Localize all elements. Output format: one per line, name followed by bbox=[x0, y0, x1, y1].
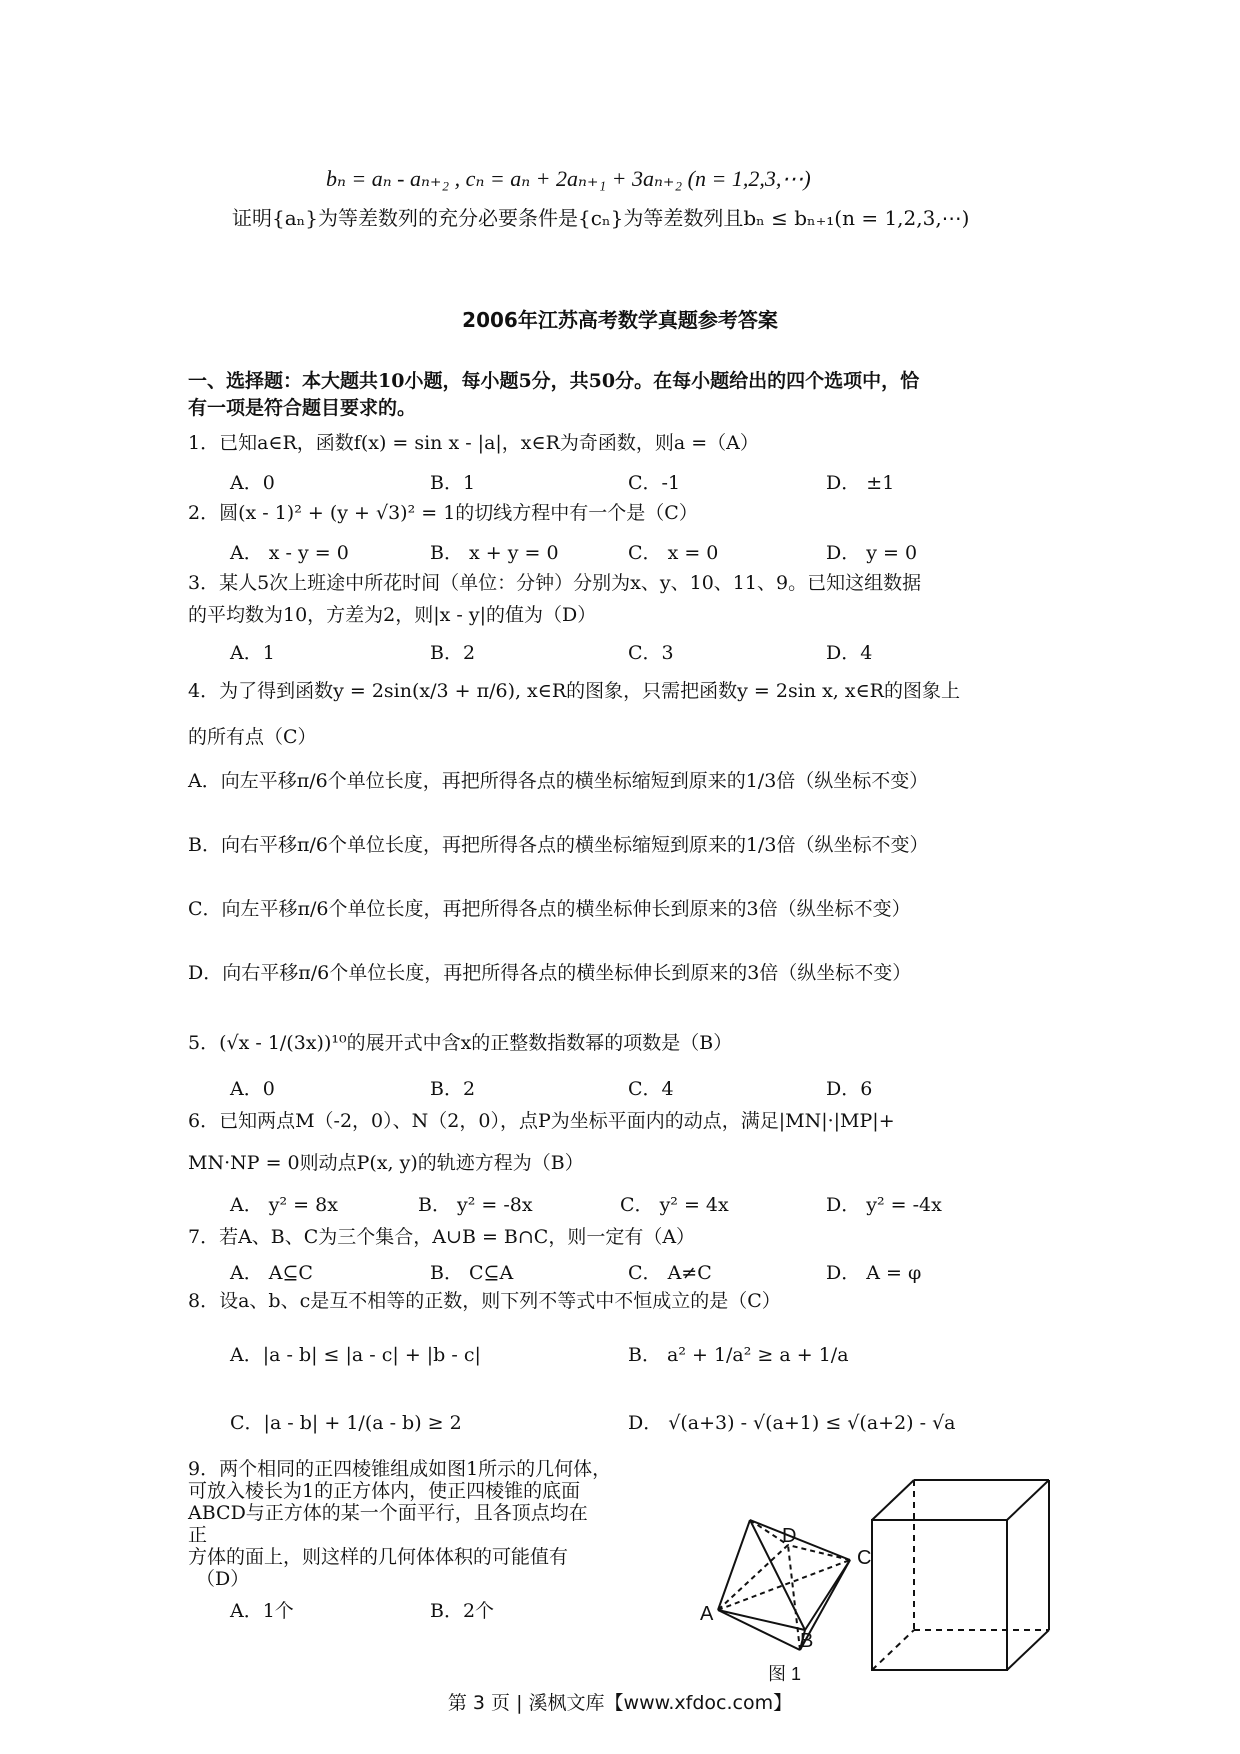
q7-option-d: D． A = φ bbox=[826, 1262, 922, 1284]
cube-diagram bbox=[872, 1480, 1049, 1670]
question-3-line2: 的平均数为10，方差为2，则|x - y|的值为（D） bbox=[188, 604, 597, 626]
q9-option-b: B．2个 bbox=[430, 1600, 495, 1622]
question-9-line4: 正 bbox=[188, 1524, 208, 1546]
question-2: 2．圆(x - 1)² + (y + √3)² = 1的切线方程中有一个是（C） bbox=[188, 502, 698, 524]
q5-option-c: C．4 bbox=[628, 1078, 674, 1100]
q8-option-a: A．|a - b| ≤ |a - c| + |b - c| bbox=[230, 1344, 481, 1366]
q3-option-c: C．3 bbox=[628, 642, 674, 664]
question-9-line5: 方体的面上，则这样的几何体体积的可能值有 bbox=[188, 1546, 569, 1568]
q6-option-b: B． y² = -8x bbox=[418, 1194, 533, 1216]
q8-option-b: B． a² + 1/a² ≥ a + 1/a bbox=[628, 1344, 849, 1366]
q5-option-a: A．0 bbox=[230, 1078, 275, 1100]
q2-option-a: A． x - y = 0 bbox=[230, 542, 349, 564]
q6-option-d: D． y² = -4x bbox=[826, 1194, 942, 1216]
q3-option-d: D．4 bbox=[826, 642, 873, 664]
q2-option-c: C． x = 0 bbox=[628, 542, 719, 564]
page-title: 2006年江苏高考数学真题参考答案 bbox=[462, 308, 778, 332]
q8-option-d: D． √(a+3) - √(a+1) ≤ √(a+2) - √a bbox=[628, 1412, 956, 1434]
question-3-line1: 3．某人5次上班途中所花时间（单位：分钟）分别为x、y、10、11、9。已知这组数据 bbox=[188, 572, 922, 594]
q7-option-a: A． A⊆C bbox=[230, 1262, 313, 1284]
question-9-line3: ABCD与正方体的某一个面平行，且各顶点均在 bbox=[188, 1502, 588, 1524]
q1-option-c: C．-1 bbox=[628, 472, 681, 494]
formula-bn-cn: bₙ = aₙ - aₙ₊₂ , cₙ = aₙ + 2aₙ₊₁ + 3aₙ₊₂ (n = 1,2,3,⋯) bbox=[326, 166, 811, 191]
q9-option-a: A．1个 bbox=[230, 1600, 294, 1622]
figure-1 bbox=[690, 1460, 1050, 1690]
q6-option-c: C． y² = 4x bbox=[620, 1194, 729, 1216]
q4-option-c: C．向左平移π/6个单位长度，再把所得各点的横坐标伸长到原来的3倍（纵坐标不变） bbox=[188, 898, 911, 920]
figure-caption: 图 1 bbox=[768, 1664, 802, 1684]
page-footer: 第 3 页 | 溪枫文库【www.xfdoc.com】 bbox=[447, 1692, 793, 1714]
q7-option-c: C． A≠C bbox=[628, 1262, 712, 1284]
vertex-label-b: B bbox=[800, 1630, 814, 1652]
q4-option-a: A．向左平移π/6个单位长度，再把所得各点的横坐标缩短到原来的1/3倍（纵坐标不变） bbox=[188, 770, 929, 792]
question-6-line2: MN·NP = 0则动点P(x, y)的轨迹方程为（B） bbox=[188, 1152, 584, 1174]
q5-option-b: B．2 bbox=[430, 1078, 476, 1100]
question-4-line2: 的所有点（C） bbox=[188, 726, 317, 748]
q4-option-b: B．向右平移π/6个单位长度，再把所得各点的横坐标缩短到原来的1/3倍（纵坐标不变） bbox=[188, 834, 929, 856]
q4-option-d: D．向右平移π/6个单位长度，再把所得各点的横坐标伸长到原来的3倍（纵坐标不变） bbox=[188, 962, 912, 984]
question-8: 8．设a、b、c是互不相等的正数，则下列不等式中不恒成立的是（C） bbox=[188, 1290, 781, 1312]
q3-option-b: B．2 bbox=[430, 642, 476, 664]
section-header-line2: 有一项是符合题目要求的。 bbox=[188, 397, 417, 419]
q1-option-d: D． ±1 bbox=[826, 472, 895, 494]
question-9-line2: 可放入棱长为1的正方体内，使正四棱锥的底面 bbox=[188, 1480, 581, 1502]
question-9-line1: 9．两个相同的正四棱锥组成如图1所示的几何体， bbox=[188, 1458, 612, 1480]
question-6-line1: 6．已知两点M（-2，0）、N（2，0），点P为坐标平面内的动点，满足|MN|·|MP|+ bbox=[188, 1110, 895, 1132]
vertex-label-c: C bbox=[857, 1547, 872, 1569]
q1-option-b: B．1 bbox=[430, 472, 476, 494]
q3-option-a: A．1 bbox=[230, 642, 275, 664]
q5-option-d: D．6 bbox=[826, 1078, 873, 1100]
q7-option-b: B． C⊆A bbox=[430, 1262, 514, 1284]
question-7: 7．若A、B、C为三个集合，A∪B = B∩C，则一定有（A） bbox=[188, 1226, 696, 1248]
question-9-line6: （D） bbox=[196, 1568, 250, 1590]
proof-statement: 证明{aₙ}为等差数列的充分必要条件是{cₙ}为等差数列且bₙ ≤ bₙ₊₁(n = 1,2,3,⋯) bbox=[232, 206, 970, 230]
vertex-label-a: A bbox=[700, 1603, 714, 1625]
q6-option-a: A． y² = 8x bbox=[230, 1194, 338, 1216]
question-1: 1．已知a∈R，函数f(x) = sin x - |a|，x∈R为奇函数，则a =（A） bbox=[188, 432, 759, 454]
question-4-line1: 4．为了得到函数y = 2sin(x/3 + π/6), x∈R的图象，只需把函数y = 2sin x, x∈R的图象上 bbox=[188, 680, 960, 702]
q1-option-a: A．0 bbox=[230, 472, 275, 494]
section-header-line1: 一、选择题：本大题共10小题，每小题5分，共50分。在每小题给出的四个选项中，恰 bbox=[188, 370, 920, 392]
question-5: 5．(√x - 1/(3x))¹⁰的展开式中含x的正整数指数幂的项数是（B） bbox=[188, 1032, 733, 1054]
q2-option-b: B． x + y = 0 bbox=[430, 542, 559, 564]
q8-option-c: C．|a - b| + 1/(a - b) ≥ 2 bbox=[230, 1412, 462, 1434]
q2-option-d: D． y = 0 bbox=[826, 542, 918, 564]
vertex-label-d: D bbox=[782, 1525, 797, 1547]
